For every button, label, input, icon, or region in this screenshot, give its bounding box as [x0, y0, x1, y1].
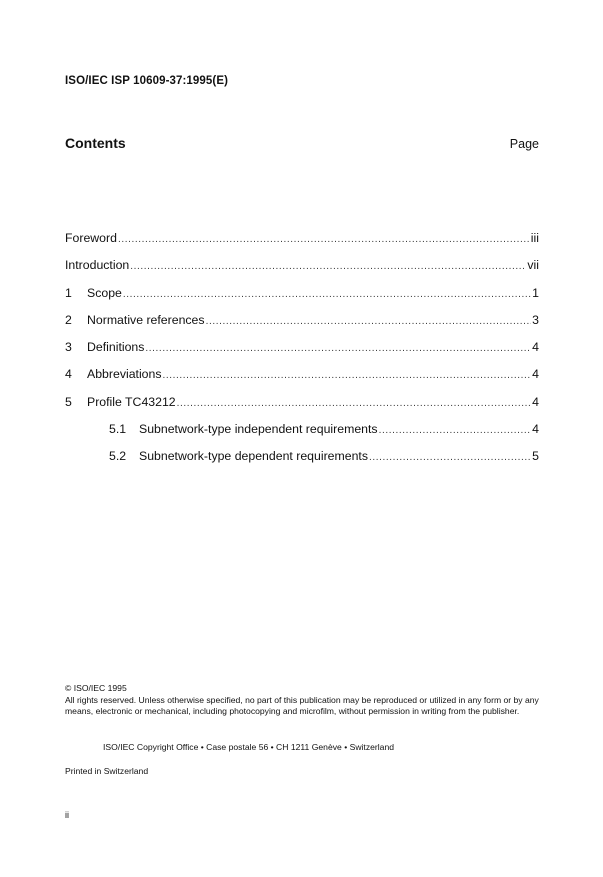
toc-entry-number: 4	[65, 367, 72, 382]
toc-entry-title: Definitions	[87, 340, 145, 355]
toc-entry-title: Normative references	[87, 312, 205, 327]
page-number: ii	[65, 810, 69, 820]
toc-entry-page: vii	[527, 258, 539, 273]
toc-entry-page: 3	[532, 312, 539, 327]
toc-entry-normative-references[interactable]	[65, 313, 539, 340]
toc-entry-number: 1	[65, 285, 72, 300]
toc-leader-dots	[163, 370, 532, 381]
toc-entry-page: iii	[530, 231, 539, 245]
toc-entry-number: 5.2	[109, 449, 127, 464]
printed-location: Printed in Switzerland	[65, 766, 149, 776]
toc-entry-title: Subnetwork-type dependent requirements	[139, 449, 368, 464]
rights-statement: All rights reserved. Unless otherwise specified, no part of this publication may be reproduced or utilized in any form or by any means, electronic or mechanical, including photocopying and microfilm, without permission in writing from the publisher.	[65, 694, 539, 716]
toc-leader-dots	[118, 234, 530, 245]
toc-entry-number: 2	[65, 312, 72, 327]
toc-entry-title: Introduction	[65, 258, 130, 273]
toc-entry-title: Foreword	[65, 231, 117, 245]
toc-entry-definitions[interactable]	[65, 340, 539, 367]
toc-entry-profile[interactable]	[65, 395, 539, 422]
copyright-line: © ISO/IEC 1995	[65, 683, 127, 693]
toc-entry-page: 4	[532, 340, 539, 355]
toc-entry-title: Abbreviations	[87, 367, 162, 382]
page-column-label: Page	[509, 137, 539, 151]
toc-entry-independent-requirements[interactable]	[65, 422, 539, 449]
toc-entry-title: Scope	[87, 285, 122, 300]
toc-leader-dots	[145, 343, 531, 354]
toc-entry-page: 4	[532, 422, 539, 437]
toc-leader-dots	[130, 261, 526, 272]
toc-entry-introduction[interactable]	[65, 258, 539, 285]
toc-leader-dots	[206, 316, 532, 327]
toc-entry-scope[interactable]	[65, 286, 539, 313]
toc-entry-dependent-requirements[interactable]	[65, 449, 539, 476]
toc-entry-foreword[interactable]	[65, 231, 539, 258]
toc-leader-dots	[123, 289, 531, 300]
toc-leader-dots	[177, 398, 532, 409]
toc-entry-page: 4	[532, 394, 539, 409]
document-id: ISO/IEC ISP 10609-37:1995(E)	[65, 75, 229, 87]
toc-entry-abbreviations[interactable]	[65, 367, 539, 394]
toc-entry-number: 5.1	[109, 422, 127, 437]
toc-leader-dots	[379, 425, 532, 436]
contents-title: Contents	[65, 135, 126, 151]
toc-entry-title: Subnetwork-type independent requirements	[139, 422, 378, 437]
toc-entry-title: Profile TC43212	[87, 394, 176, 409]
toc-entry-number: 3	[65, 340, 72, 355]
toc-entry-page: 4	[532, 367, 539, 382]
table-of-contents	[65, 231, 539, 477]
publisher-address: ISO/IEC Copyright Office • Case postale 56 • CH 1211 Genève • Switzerland	[103, 742, 395, 752]
toc-leader-dots	[369, 452, 531, 463]
toc-entry-page: 5	[532, 449, 539, 464]
toc-entry-number: 5	[65, 394, 72, 409]
toc-entry-page: 1	[532, 285, 539, 300]
copyright-notice	[65, 683, 540, 718]
